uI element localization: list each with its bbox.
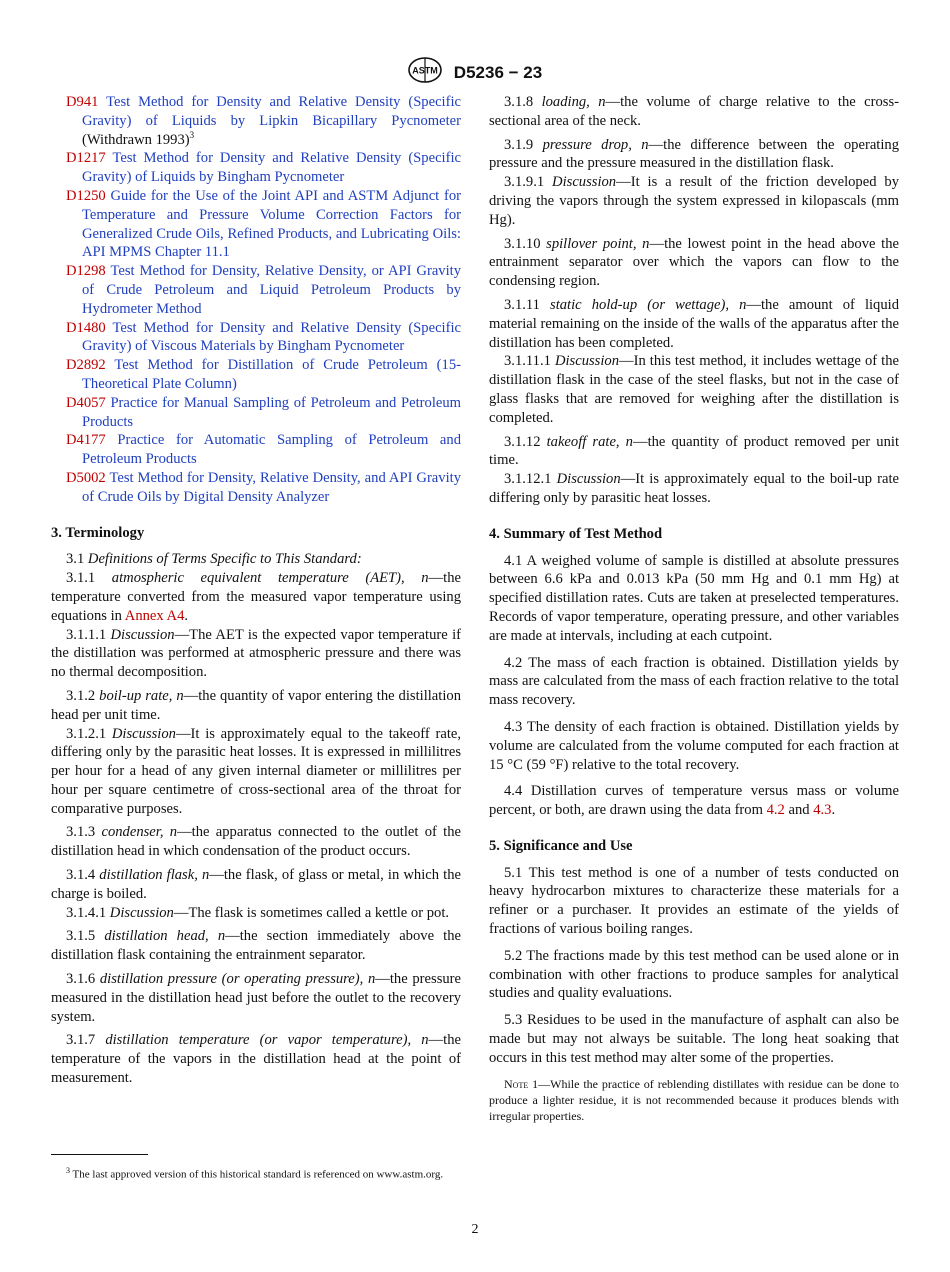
para-3-1-7: 3.1.7 distillation temperature (or vapor temperature), n—the temperature of the vapors in the distillation head at the point of measurement. — [51, 1032, 461, 1087]
reference-code-link[interactable]: D1480 — [66, 319, 106, 336]
para-3-1-1: 3.1.1 atmospheric equivalent temperature (AET), n—the temperature converted from the measured vapor temperature using equations in Annex A4. — [51, 570, 461, 624]
svg-text:ASTM: ASTM — [412, 65, 438, 76]
para-4-4: 4.4 Distillation curves of temperature versus mass or volume percent, or both, are drawn using the data from 4.2 and 4.3. — [489, 783, 899, 819]
para-3-1-2: 3.1.2 boil-up rate, n—the quantity of vapor entering the distillation head per unit time. — [51, 687, 461, 723]
reference-d4177 — [51, 431, 461, 469]
reference-code-link[interactable]: D4177 — [66, 432, 106, 449]
reference-status: (Withdrawn 1993) — [82, 131, 190, 148]
page-header — [0, 57, 950, 88]
para-3-1-6: 3.1.6 distillation pressure (or operating pressure), n—the pressure measured in the distillation head just before the outlet to the recovery system. — [51, 971, 462, 1025]
section-4-heading: 4. Summary of Test Method — [489, 525, 663, 542]
reference-title-link[interactable]: Guide for the Use of the Joint API and ASTM Adjunct for Temperature and Pressure Volume Correction Factors for Generalized Crude Oils, Refined Products, and Lubricating Oils: API MPMS Chapter 11.1 — [82, 187, 461, 261]
para-3-1-4: 3.1.4 distillation flask, n—the flask, of glass or metal, in which the charge is boiled. — [51, 867, 461, 902]
section-3-heading: 3. Terminology — [51, 524, 145, 541]
reference-title-link[interactable]: Practice for Automatic Sampling of Petroleum and Petroleum Products — [82, 432, 462, 468]
reference-code-link[interactable]: D4057 — [66, 394, 106, 411]
footnote-3: $^3$ The last approved version of this historical standard is referenced on www.astm.org. — [66, 1166, 444, 1181]
para-3-1-3: 3.1.3 condenser, n—the apparatus connected to the outlet of the distillation head in which condensation of the product occurs. — [51, 824, 461, 860]
section-4-3-link[interactable]: 4.3 — [813, 802, 832, 819]
footnote-marker[interactable]: 3 — [189, 129, 195, 140]
reference-title-link[interactable]: Test Method for Density and Relative Density (Specific Gravity) of Viscous Materials by Bingham Pycnometer — [82, 319, 461, 355]
reference-list — [51, 93, 461, 507]
reference-d4057 — [51, 394, 461, 432]
reference-code-link[interactable]: D1217 — [66, 150, 106, 167]
reference-title-link[interactable]: Test Method for Density and Relative Density (Specific Gravity) of Liquids by Lipkin Bicapillary Pycnometer — [82, 94, 462, 129]
reference-d1250 — [51, 187, 461, 262]
footnote-divider — [51, 1154, 148, 1155]
para-5-1: 5.1 This test method is one of a number of tests conducted on heavy hydrocarbon mixtures to characterize these materials for a refiner or a purchaser. It provides an estimate of the yields of fractions of various boiling ranges. — [489, 864, 899, 938]
para-5-3: 5.3 Residues to be used in the manufacture of asphalt can also be made but may not always be suitable. The long heat soaking that occurs in this test method may alter some of the properties. — [489, 1012, 899, 1066]
para-3-1-8: 3.1.8 loading, n—the volume of charge relative to the cross-sectional area of the neck. — [489, 94, 899, 129]
section-4-2-link[interactable]: 4.2 — [766, 802, 785, 819]
reference-code-link[interactable]: D5002 — [66, 469, 106, 486]
para-3-1-10: 3.1.10 spillover point, n—the lowest point in the head above the entrainment separator over which the vapors can flow to the condensing region. — [489, 235, 899, 290]
para-3-1-11: 3.1.11 static hold-up (or wettage), n—the amount of liquid material remaining on the inside of the walls of the apparatus after the distillation has been completed. — [489, 296, 899, 351]
reference-d1217 — [51, 149, 461, 187]
para-3-1: 3.1 Definitions of Terms Specific to This Standard: — [66, 551, 362, 568]
reference-code-link[interactable]: D941 — [66, 94, 99, 110]
reference-code-link[interactable]: D2892 — [66, 357, 106, 374]
right-column — [489, 93, 899, 1124]
para-3-1-2-1: 3.1.2.1 Discussion—It is approximately equal to the takeoff rate, differing only by the parasitic heat losses. It is expressed in millilitres per hour for a head of any given internal diameter or millilitres per hour per square centimetre of cross-sectional area of the throat for comparative purposes. — [51, 725, 462, 817]
para-3-1-12-1: 3.1.12.1 Discussion—It is approximately equal to the boil-up rate differing only by parasitic heat losses. — [489, 471, 899, 506]
para-4-1: 4.1 A weighed volume of sample is distilled at absolute pressures between 6.6 kPa and 0.013 kPa (50 mm Hg and 0.1 mm Hg) at specified distillation rates. Cuts are taken at preselected temperatures. Records of vapor temperature, operating pressure, and other variables are made at intervals, including at each cutpoint. — [489, 552, 899, 644]
para-4-3: 4.3 The density of each fraction is obtained. Distillation yields by volume are calculated from the volume computed for each fraction at 15 °C (59 °F) relative to the total recovery. — [489, 718, 899, 773]
reference-title-link[interactable]: Test Method for Density, Relative Density, or API Gravity of Crude Petroleum and Liquid Petroleum Products by Hydrometer Method — [82, 263, 462, 317]
astm-logo-icon — [408, 57, 442, 88]
reference-title-link[interactable]: Test Method for Distillation of Crude Petroleum (15-Theoretical Plate Column) — [82, 357, 461, 392]
reference-d1480 — [51, 319, 461, 357]
note-1: Note 1—While the practice of reblending distillates with residue can be done to produce a lighter residue, it is not recommended because it produces blends with irregular properties. — [489, 1076, 899, 1123]
document-id: D5236 − 23 — [453, 62, 543, 82]
para-3-1-11-1: 3.1.11.1 Discussion—In this test method, it includes wettage of the distillation flask in the case of the steel flasks, but not in the case of glass flasks that are removed for weighing after the distillation is completed. — [489, 353, 899, 426]
para-3-1-9-1: 3.1.9.1 Discussion—It is a result of the friction developed by driving the vapors through the system expressed in kilopascals (mm Hg). — [489, 174, 899, 228]
reference-d2892 — [51, 356, 461, 394]
para-3-1-9: 3.1.9 pressure drop, n—the difference between the operating pressure and the pressure measured in the distillation flask. — [489, 136, 899, 172]
reference-title-link[interactable]: Practice for Manual Sampling of Petroleum and Petroleum Products — [82, 394, 461, 430]
reference-title-link[interactable]: Test Method for Density and Relative Density (Specific Gravity) of Liquids by Bingham Pycnometer — [82, 150, 461, 186]
para-4-2: 4.2 The mass of each fraction is obtained. Distillation yields by mass are calculated from the mass of each fraction relative to the total mass recovery. — [489, 654, 899, 709]
para-3-1-4-1: 3.1.4.1 Discussion—The flask is sometimes called a kettle or pot. — [66, 904, 450, 921]
para-3-1-5: 3.1.5 distillation head, n—the section immediately above the distillation flask containing the entrainment separator. — [51, 928, 461, 964]
reference-title-link[interactable]: Test Method for Density, Relative Density, and API Gravity of Crude Oils by Digital Density Analyzer — [82, 469, 461, 505]
page-number: 2 — [471, 1222, 479, 1237]
para-3-1-1-1: 3.1.1.1 Discussion—The AET is the expected vapor temperature if the distillation was performed at atmospheric pressure and there was no thermal decomposition. — [51, 626, 461, 681]
section-5-heading: 5. Significance and Use — [489, 837, 633, 854]
reference-code-link[interactable]: D1298 — [66, 263, 106, 280]
reference-d1298 — [51, 262, 461, 318]
reference-code-link[interactable]: D1250 — [66, 187, 106, 204]
reference-d941 — [51, 93, 461, 149]
annex-a4-link[interactable]: Annex A4 — [124, 607, 185, 624]
para-3-1-12: 3.1.12 takeoff rate, n—the quantity of product removed per unit time. — [489, 433, 899, 469]
reference-d5002 — [51, 469, 461, 507]
left-column — [51, 93, 461, 1088]
para-5-2: 5.2 The fractions made by this test method can be used alone or in combination with other fractions to produce samples for analytical studies and quality evaluations. — [489, 947, 899, 1002]
